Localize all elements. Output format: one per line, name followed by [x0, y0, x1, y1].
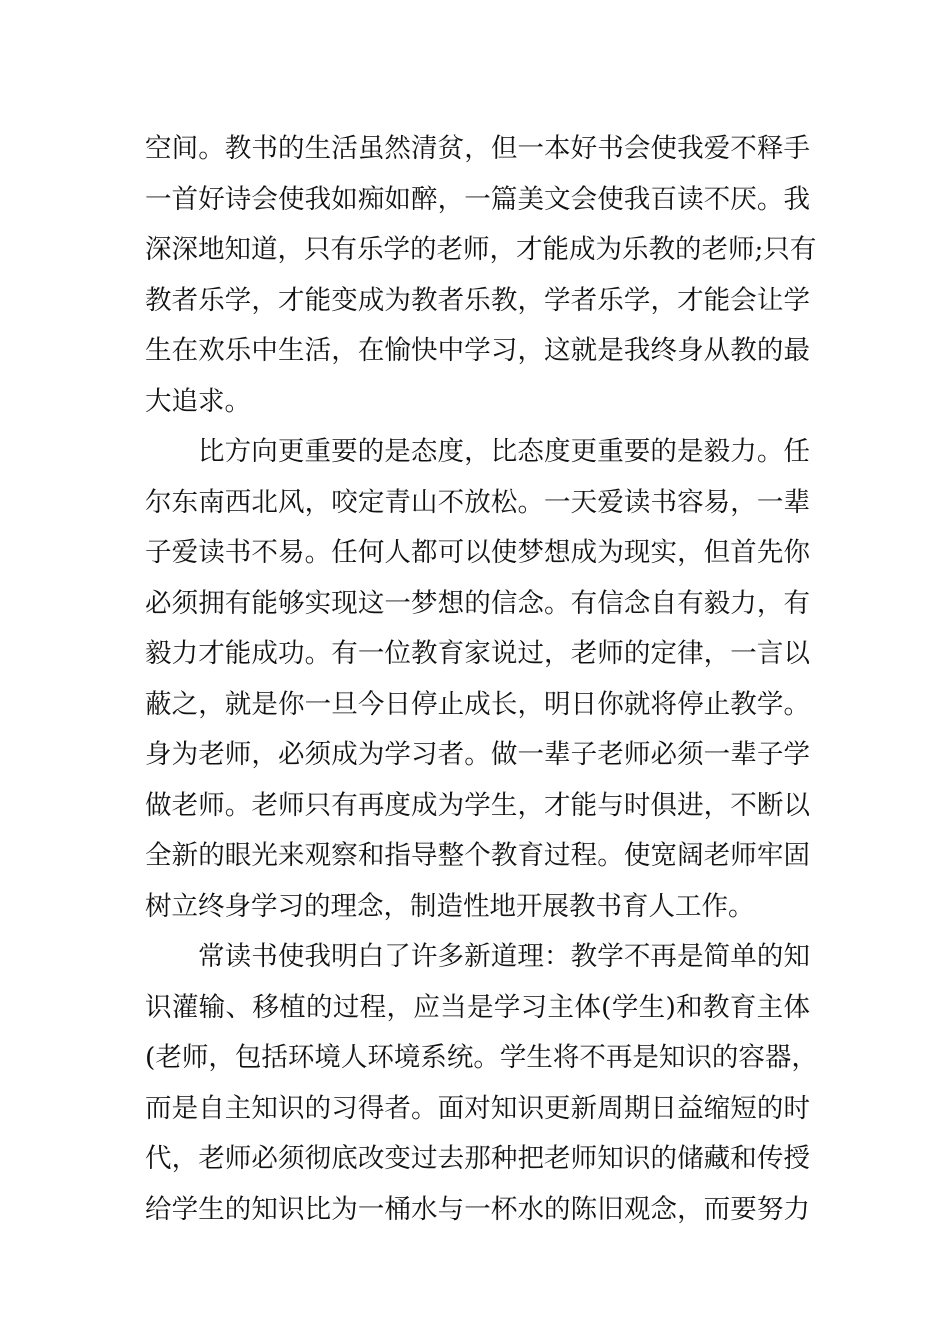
text-line: 做老师。老师只有再度成为学生，才能与时俱进，不断以: [145, 789, 810, 821]
text-line: 身为老师，必须成为学习者。做一辈子老师必须一辈子学: [145, 739, 810, 770]
text-line: 必须拥有能够实现这一梦想的信念。有信念自有毅力，有: [145, 587, 810, 619]
body-text: [145, 124, 818, 1235]
text-line: 一首好诗会使我如痴如醉，一篇美文会使我百读不厌。我: [145, 183, 810, 215]
text-line: 代，老师必须彻底改变过去那种把老师知识的储藏和传授: [145, 1143, 810, 1174]
text-line: 空间。教书的生活虽然清贫，但一本好书会使我爱不释手: [145, 133, 810, 164]
text-line: 蔽之，就是你一旦今日停止成长，明日你就将停止教学。: [145, 688, 810, 720]
text-line: 毅力才能成功。有一位教育家说过，老师的定律，一言以: [145, 638, 810, 669]
text-line: (老师，包括环境人环境系统。学生将不再是知识的容器，: [145, 1042, 818, 1073]
text-line: 尔东南西北风，咬定青山不放松。一天爱读书容易，一辈: [145, 486, 810, 518]
text-line: 而是自主知识的习得者。面对知识更新周期日益缩短的时: [145, 1092, 810, 1124]
text-line: 大追求。: [145, 385, 251, 417]
text-line: 子爱读书不易。任何人都可以使梦想成为现实，但首先你: [145, 537, 810, 568]
paragraph-first-line: 比方向更重要的是态度，比态度更重要的是毅力。任: [198, 436, 810, 467]
text-line: 教者乐学，才能变成为教者乐教，学者乐学，才能会让学: [145, 284, 810, 316]
text-line: 树立终身学习的理念，制造性地开展教书育人工作。: [145, 890, 755, 922]
text-line: 生在欢乐中生活，在愉快中学习，这就是我终身从教的最: [145, 335, 810, 366]
text-line: 识灌输、移植的过程，应当是学习主体(学生)和教育主体: [145, 991, 810, 1023]
text-line: 全新的眼光来观察和指导整个教育过程。使宽阔老师牢固: [145, 840, 810, 871]
paragraph-first-line: 常读书使我明白了许多新道理：教学不再是简单的知: [198, 941, 810, 972]
text-line: 给学生的知识比为一桶水与一杯水的陈旧观念，而要努力: [145, 1193, 810, 1225]
text-line: 深深地知道，只有乐学的老师，才能成为乐教的老师;只有: [145, 234, 817, 265]
